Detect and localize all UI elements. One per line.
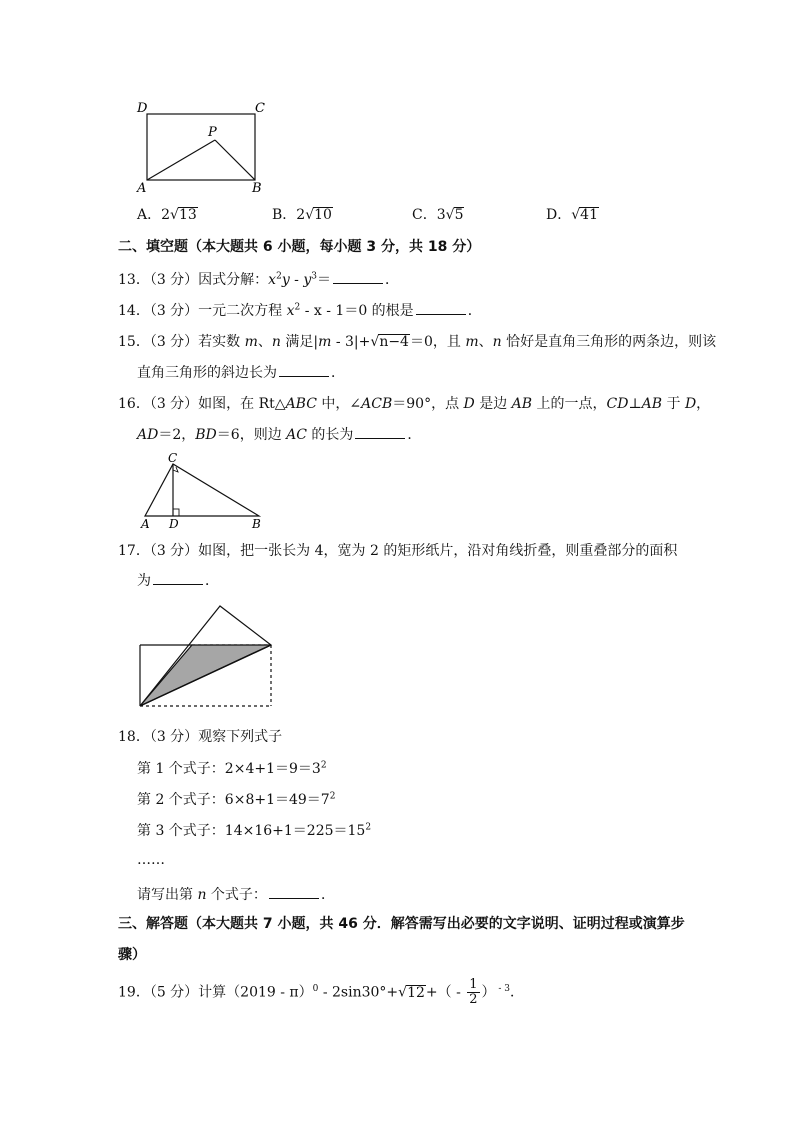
option-radicand: 5: [454, 207, 464, 223]
q16-var: D: [684, 396, 697, 412]
option-coef: 3: [436, 207, 446, 223]
q16-var: AB: [641, 396, 663, 412]
question-16-line2: [137, 426, 421, 444]
answer-blank[interactable]: [269, 886, 319, 899]
q18-row-text: 第 1 个式子：2×4+1＝9＝3: [137, 761, 321, 777]
q19-text: 19．（5 分）计算（2019 - π）: [118, 984, 313, 1001]
q16-var: AB: [511, 396, 533, 412]
q15-m: m: [244, 334, 258, 350]
q19-radicand: 12: [407, 984, 425, 1001]
q12-option-b: B．2√10: [272, 207, 332, 223]
section-3-heading-line2: 骤）: [118, 947, 146, 963]
section-3-heading-line1: 三、解答题（本大题共 7 小题，共 46 分．解答需写出必要的文字说明、证明过程或演算步: [118, 916, 685, 932]
q16-var: ABC: [285, 396, 317, 412]
section-2-heading: 二、填空题（本大题共 6 小题，每小题 3 分，共 18 分）: [118, 239, 481, 255]
q16-var: CD: [606, 396, 629, 412]
option-radicand: 41: [580, 207, 598, 223]
q13-end: ．: [385, 272, 400, 288]
rectangle-figure: [135, 96, 275, 196]
q16-text: 于: [662, 396, 685, 412]
option-radicand: 10: [314, 207, 332, 223]
option-coef: 2: [161, 207, 171, 223]
q18-row-3: [137, 822, 371, 840]
label-c: C: [168, 451, 178, 465]
q15-text: 满足|: [280, 334, 319, 350]
q15-sep: 、: [478, 334, 493, 350]
q13-exp: 2: [276, 271, 282, 282]
q16-var: AC: [286, 427, 307, 443]
q14-exp: 2: [294, 302, 301, 313]
q19-fraction: [467, 978, 479, 1007]
q15-text: 恰好是直角三角形的两条边，则该: [501, 334, 717, 350]
right-angle-mark-d: [173, 509, 179, 516]
q16-text: ＝2，: [158, 427, 196, 443]
answer-blank[interactable]: [279, 364, 329, 377]
q15-end: ．: [331, 365, 345, 381]
label-a: A: [137, 181, 147, 196]
option-radicand: 13: [178, 207, 197, 223]
q15-text: - 3|+: [331, 334, 371, 350]
q18-var-n: n: [197, 887, 207, 903]
right-angle-mark-c: [173, 467, 178, 472]
q17-end: ．: [205, 573, 219, 589]
q15-text: 15．（3 分）若实数: [118, 334, 245, 350]
label-a: A: [141, 517, 150, 531]
question-18-head: 18．（3 分）观察下列式子: [118, 729, 283, 745]
question-17-line1: 17．（3 分）如图，把一张长为 4，宽为 2 的矩形纸片，沿对角线折叠，则重叠部分的面积: [118, 543, 678, 559]
option-coef: 2: [296, 207, 306, 223]
option-letter: A．: [137, 207, 162, 223]
q16-var: AD: [137, 427, 159, 443]
q19-text: +（ -: [425, 984, 466, 1001]
q16-text: 是边: [474, 396, 512, 412]
question-14: [118, 302, 482, 320]
q13-var-x: x: [268, 272, 277, 288]
question-15-line1: 15．（3 分）若实数 m、n 满足|m - 3|+√n−4＝0，且 m、n 恰好是直角三角形的两条边，则该: [118, 334, 717, 350]
q12-option-c: C．3√5: [412, 207, 464, 223]
q15-radicand: n−4: [379, 334, 409, 350]
label-d: D: [137, 101, 148, 116]
q16-text: 16．（3 分）如图，在 Rt△: [118, 396, 286, 412]
option-letter: D．: [546, 207, 572, 223]
q15-m: m: [465, 334, 479, 350]
q13-var-y2: y: [303, 272, 312, 288]
q19-text: ）: [481, 984, 496, 1001]
q12-option-a: A．2√13: [137, 207, 197, 223]
q18-text: 个式子：: [206, 887, 267, 903]
triangle-abc: [145, 464, 259, 516]
q16-text: ⊥: [628, 396, 642, 412]
q18-row-1: [137, 760, 327, 778]
q13-eq: ＝: [317, 272, 332, 288]
q13-minus: -: [289, 272, 304, 288]
q15-text: 直角三角形的斜边长为: [137, 365, 277, 381]
answer-blank[interactable]: [416, 302, 466, 315]
q16-text: ＝6，则边: [216, 427, 287, 443]
q14-var: x: [286, 303, 295, 319]
question-19: 19．（5 分）计算（2019 - π）$^0$ - 2sin30°+√12+（ - $\frac{1}{2}$ ） $^{- 3}$．: [118, 977, 525, 1007]
question-15-line2: [137, 364, 345, 382]
q12-option-d: D．√41: [546, 207, 598, 223]
q19-exp: - 3: [495, 983, 511, 994]
q19-end: ．: [510, 984, 525, 1001]
q18-row-text: 第 2 个式子：6×8+1＝49＝7: [137, 792, 330, 808]
question-16-line1: [118, 395, 710, 413]
q16-var: ACB: [361, 396, 393, 412]
q16-var: BD: [195, 427, 217, 443]
folded-rectangle-figure: [136, 600, 276, 710]
q18-row-exp: 2: [329, 791, 336, 802]
q14-end: ．: [467, 303, 482, 319]
q14-rest: - x - 1＝0 的根是: [300, 303, 414, 319]
label-c: C: [255, 101, 265, 116]
q18-row-exp: 2: [320, 760, 327, 771]
q16-var: D: [463, 396, 475, 412]
q16-text: 中，∠: [316, 396, 362, 412]
q13-prefix: 13．（3 分）因式分解：: [118, 272, 269, 288]
answer-blank[interactable]: [153, 572, 203, 585]
segment-pb: [215, 140, 255, 180]
q18-text: 请写出第: [137, 887, 198, 903]
label-p: P: [208, 125, 217, 140]
q18-row-exp: 2: [365, 822, 372, 833]
label-b: B: [252, 181, 262, 196]
answer-blank[interactable]: [355, 426, 405, 439]
q15-sep: 、: [257, 334, 272, 350]
q17-text: 为: [137, 573, 151, 589]
q13-exp2: 3: [311, 271, 318, 282]
question-13: [118, 271, 399, 289]
q15-n: n: [271, 334, 281, 350]
question-17-line2: [137, 572, 219, 590]
q18-ellipsis: ……: [137, 852, 165, 868]
q18-end: ．: [320, 887, 335, 903]
q16-text: ，: [696, 396, 711, 412]
q19-exp: 0: [312, 983, 319, 994]
q18-ask: [137, 886, 335, 904]
label-b: B: [252, 517, 261, 531]
q15-n: n: [492, 334, 502, 350]
q19-denominator: 2: [469, 992, 478, 1007]
q15-m: m: [318, 334, 332, 350]
option-letter: C．: [412, 207, 437, 223]
q18-row-text: 第 3 个式子：14×16+1＝225＝15: [137, 823, 366, 839]
segment-ap: [147, 140, 215, 180]
q19-numerator: 1: [469, 977, 478, 992]
q19-text: - 2sin30°+: [318, 984, 399, 1001]
label-d: D: [169, 517, 179, 531]
q16-text: ＝90°，点: [392, 396, 464, 412]
q16-end: ．: [407, 427, 422, 443]
q15-text: ＝0，且: [409, 334, 466, 350]
q16-text: 上的一点，: [532, 396, 607, 412]
right-triangle-figure: [135, 450, 275, 532]
q13-var-y: y: [281, 272, 290, 288]
option-letter: B．: [272, 207, 297, 223]
answer-blank[interactable]: [333, 271, 383, 284]
q18-row-2: [137, 791, 335, 809]
q16-text: 的长为: [306, 427, 354, 443]
q14-prefix: 14．（3 分）一元二次方程: [118, 303, 287, 319]
